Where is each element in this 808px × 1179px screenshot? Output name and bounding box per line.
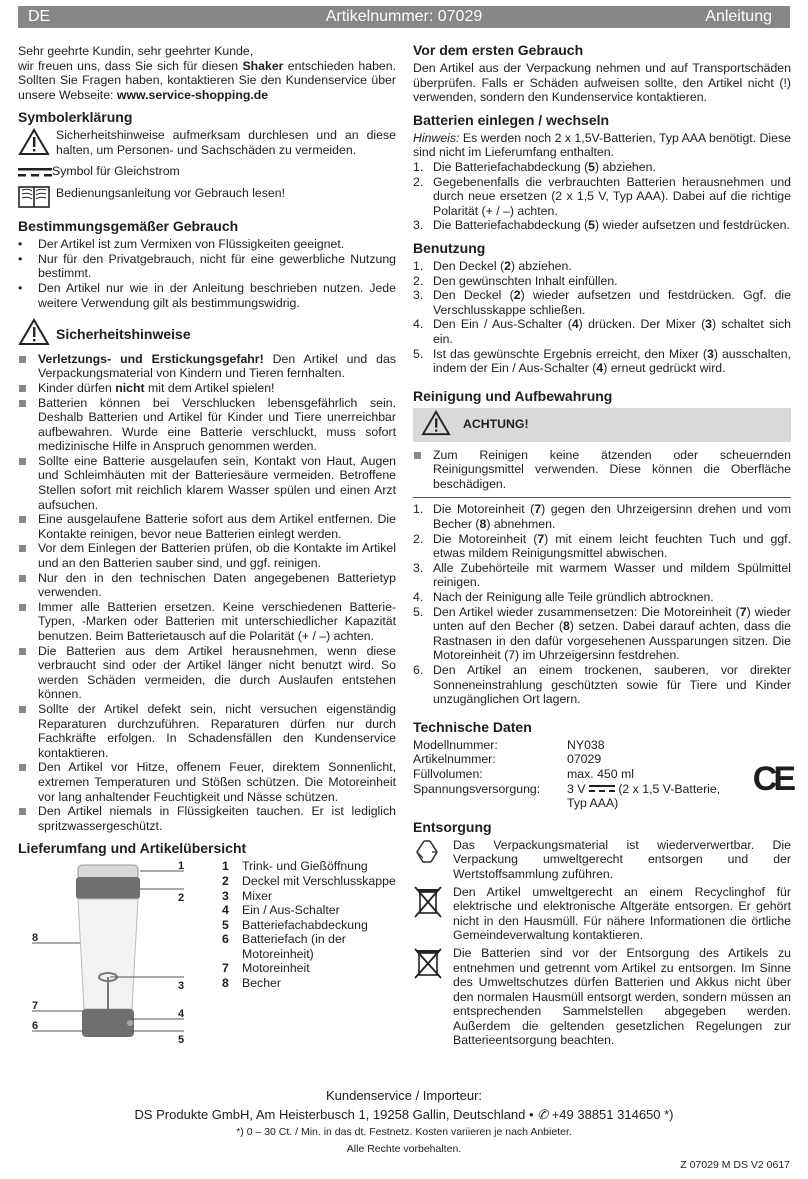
list-item: Eine ausgelaufene Batterie sofort aus dem Artikel entfernen. Die Kontakte reinigen, bevor neue Batterien einlegt werden.: [18, 512, 396, 541]
symbol-warning-text: Sicherheitshinweise aufmerksam durchlesen und an diese halten, um Personen- und Sachschäden zu vermeiden.: [56, 128, 396, 157]
symbol-manual-row: [18, 186, 396, 212]
right-column: [413, 40, 791, 1051]
legend-item: 3 Mixer: [222, 888, 273, 903]
batteries-heading: Batterien einlegen / wechseln: [413, 111, 610, 128]
list-item: 5. Den Artikel wieder zusammensetzen: Die Motoreinheit (7) wieder unten auf den Becher (8) setzen. Dabei darauf achten, dass die Rastnasen in den dafür vorgesehenen Aussparungen sitzen. Die Motoreinheit (7) im Uhrzeigersinn festdrehen.: [413, 604, 792, 663]
legend-item: 1 Trink- und Gießöffnung: [222, 859, 368, 874]
usage-heading: Benutzung: [413, 239, 486, 256]
service-website: www.service-shopping.de: [116, 87, 269, 102]
list-item: Den Artikel niemals in Flüssigkeiten tauchen. Er ist lediglich spritzwassergeschützt.: [18, 804, 396, 833]
crossed-battery-bin-icon: [413, 946, 453, 984]
disposal-batteries: Die Batterien sind vor der Entsorgung des Artikels zu entnehmen und getrennt vom Artikel zu entsorgen. Im Sinne des Umweltschutzes dürfen Batterien und Akkus nicht über den normalen Hausmüll entsorgt werden, sondern müssen an entsprechenden Sammelstellen abgegeben werden. Außerdem die geltenden gesetzlichen Regelungen zur Batterieentsorgung beachten.: [413, 946, 791, 1048]
tech-table: Modellnummer: NY038 Artikelnummer: 07029 Füllvolumen: max. 450 ml Spannungsversorgung: 3 V (2 x 1,5 V-Batterie, Typ AAA): [413, 737, 721, 811]
cleaning-heading: Reinigung und Aufbewahrung: [413, 387, 613, 404]
warning-triangle-icon: [18, 318, 56, 350]
legend-item: 6 Batteriefach (in der Motoreinheit): [222, 932, 346, 961]
warning-triangle-icon: [421, 410, 451, 440]
list-item: Zum Reinigen keine ätzenden oder scheuernden Reinigungsmittel verwenden. Diese können die Oberfläche beschädigen.: [413, 448, 791, 492]
page-header: [18, 6, 790, 28]
symbol-warning-row: [18, 128, 396, 160]
safety-list: [18, 352, 396, 834]
first-use-text: Den Artikel aus der Verpackung nehmen und auf Transportschäden überprüfen. Falls er Schäden aufweisen sollte, den Artikel nicht (!) verwenden, sondern den Kundenservice kontaktieren.: [413, 61, 791, 105]
footer-cost-note: *) 0 – 30 Ct. / Min. in das dt. Festnetz. Kosten variieren je nach Anbieter.: [236, 1126, 572, 1138]
left-column: [18, 44, 396, 1049]
cleaning-steps: [413, 502, 791, 706]
symbol-manual-text: Bedienungsanleitung vor Gebrauch lesen!: [56, 185, 286, 200]
disposal-heading: Entsorgung: [413, 818, 492, 835]
list-item: 3. Den Deckel (2) wieder aufsetzen und festdrücken. Ggf. die Verschlusskappe schließen.: [413, 288, 792, 317]
list-item: 5. Ist das gewünschte Ergebnis erreicht, den Mixer (3) ausschalten, indem der Ein / Aus-Schalter (4) erneut gedrückt wird.: [413, 346, 791, 376]
list-item: 4. Den Ein / Aus-Schalter (4) drücken. Der Mixer (3) schaltet sich ein.: [413, 317, 791, 346]
header-language: DE: [28, 8, 51, 25]
legend-item: 4 Ein / Aus-Schalter: [222, 903, 340, 918]
list-item: • Den Artikel nur wie in der Anleitung beschrieben nutzen. Jede weitere Verwendung gilt als bestimmungswidrig.: [18, 280, 396, 310]
open-book-icon: [18, 186, 56, 212]
disposal-packaging: Das Verpackungsmaterial ist wiederverwertbar. Die Verpackung umweltgerecht entsorgen und der Wertstoffsammlung zuführen.: [413, 838, 791, 882]
callout-8: 8: [32, 932, 39, 945]
callout-1: 1: [178, 860, 185, 873]
tech-heading: Technische Daten: [413, 718, 532, 735]
batteries-steps: [413, 160, 791, 233]
footer-address: DS Produkte GmbH, Am Heisterbusch 1, 19258 Gallin, Deutschland • ✆ +49 38851 314650 *): [134, 1107, 674, 1122]
list-item: 1. Den Deckel (2) abziehen.: [413, 258, 572, 273]
direct-current-icon: [589, 782, 615, 796]
callout-2: 2: [178, 892, 185, 905]
batteries-hint: Hinweis: Es werden noch 2 x 1,5V-Batterien, Typ AAA benötigt. Diese sind nicht im Lieferumfang enthalten.: [413, 130, 791, 160]
list-item: Kinder dürfen nicht mit dem Artikel spielen!: [18, 381, 396, 396]
phone-icon: ✆: [537, 1107, 549, 1122]
list-item: 1. Die Motoreinheit (7) gegen den Uhrzeigersinn drehen und vom Becher (8) abnehmen.: [413, 502, 791, 532]
list-item: 2. Die Motoreinheit (7) mit einem leicht feuchten Tuch und ggf. etwas mildem Reinigungsmittel abwischen.: [413, 531, 791, 561]
symbols-heading: Symbolerklärung: [18, 109, 133, 126]
direct-current-icon: [18, 164, 56, 182]
list-item: Die Batterien aus dem Artikel herausnehmen, wenn diese verbraucht sind oder der Artikel länger nicht benutzt wird. So werden Schäden vermeiden, die durch Auslaufen entstehen können.: [18, 644, 396, 702]
list-item: 2. Gegebenenfalls die verbrauchten Batterien herausnehmen und durch neue ersetzen (2 x 1,5 V, Typ AAA). Dabei auf die richtige Polarität (+ / –) achten.: [413, 174, 791, 218]
callout-5: 5: [178, 1034, 185, 1047]
list-item: Vor dem Einlegen der Batterien prüfen, ob die Kontakte im Artikel und an den Batterien sauber sind, und ggf. reinigen.: [18, 541, 396, 570]
list-item: • Nur für den Privatgebrauch, nicht für eine gewerbliche Nutzung bestimmt.: [18, 251, 396, 281]
list-item: Batterien können bei Verschlucken lebensgefährlich sein. Deshalb Batterien und Artikel für Kinder und Tiere unerreichbar aufbewahren. Wurde eine Batterie verschluckt, muss sofort medizinische Hilfe in Anspruch genommen werden.: [18, 396, 396, 454]
intended-use-heading: Bestimmungsgemäßer Gebrauch: [18, 218, 239, 235]
disposal-device: Den Artikel umweltgerecht an einem Recyclinghof für elektrische und elektronische Altgeräte entsorgen. Er gehört nicht in den Hausmüll. Für nähere Informationen die örtliche Gemeindeverwaltung kontaktieren.: [413, 885, 791, 943]
symbol-dc-text: Symbol für Gleichstrom: [52, 163, 180, 178]
callout-4: 4: [178, 1008, 185, 1021]
crossed-bin-icon: [413, 885, 453, 923]
caution-box: [413, 408, 791, 442]
list-item: Sollte eine Batterie ausgelaufen sein, Kontakt von Haut, Augen und Schleimhäuten mit der Batteriesäure vermeiden. Betroffene Stellen sofort mit reichlich klarem Wasser spülen und einen Arzt aufsuchen.: [18, 454, 396, 512]
callout-6: 6: [32, 1020, 39, 1033]
callout-3: 3: [178, 980, 185, 993]
symbol-dc-row: [18, 164, 396, 182]
list-item: Verletzungs- und Erstickungsgefahr! Den Artikel und das Verpackungsmaterial von Kindern und Tieren fernhalten.: [18, 352, 396, 381]
product-illustration: [18, 859, 208, 1049]
document-code: Z 07029 M DS V2 0617: [680, 1159, 790, 1171]
intro-text: wir freuen uns, dass Sie sich für diesen Shaker entschieden haben. Sollten Sie Fragen haben, kontaktieren Sie den Kundenservice über unsere Webseite: www.service-shopping.de: [18, 58, 396, 102]
list-item: Den Artikel vor Hitze, offenem Feuer, direktem Sonnenlicht, extremen Temperaturen und Stößen schützen. Die Motoreinheit vor lang anhaltender Feuchtigkeit und Nässe schützen.: [18, 760, 396, 804]
list-item: 1. Die Batteriefachabdeckung (5) abziehen.: [413, 159, 656, 174]
list-item: 4. Nach der Reinigung alle Teile gründlich abtrocknen.: [413, 590, 714, 605]
list-item: 6. Den Artikel an einem trockenen, sauberen, vor direkter Sonneneinstrahlung geschützten sowie für Tiere und Kinder unzugänglichen Ort lagern.: [413, 663, 791, 707]
footer-service-label: Kundenservice / Importeur:: [325, 1088, 483, 1103]
list-item: • Der Artikel ist zum Vermixen von Flüssigkeiten geeignet.: [18, 237, 345, 252]
header-document-type: Anleitung: [705, 8, 772, 25]
list-item: 3. Alle Zubehörteile mit warmem Wasser und mildem Spülmittel reinigen.: [413, 560, 791, 590]
cleaning-note: [413, 448, 791, 492]
overview-section: [18, 859, 396, 1049]
list-item: 3. Die Batteriefachabdeckung (5) wieder aufsetzen und festdrücken.: [413, 218, 790, 233]
header-article-number: Artikelnummer: 07029: [325, 8, 483, 25]
safety-heading-row: [18, 318, 396, 350]
legend-item: 5 Batteriefachabdeckung: [222, 917, 368, 932]
safety-heading: Sicherheitshinweise: [56, 325, 191, 342]
divider: [413, 497, 791, 498]
greeting: Sehr geehrte Kundin, sehr geehrter Kunde,: [18, 44, 254, 58]
warning-triangle-icon: [18, 128, 56, 160]
caution-label: ACHTUNG!: [463, 417, 529, 432]
footer-rights: Alle Rechte vorbehalten.: [346, 1143, 462, 1155]
list-item: 2. Den gewünschten Inhalt einfüllen.: [413, 273, 618, 288]
callout-7: 7: [32, 1000, 39, 1013]
overview-legend: [222, 859, 396, 1049]
usage-steps: [413, 259, 791, 376]
intended-use-list: [18, 237, 396, 310]
list-item: Immer alle Batterien ersetzen. Keine verschiedenen Batterie-Typen, -Marken oder Batterien mit unterschiedlicher Kapazität benutzen. Beim Batterietausch auf die Polarität (+ / –) achten.: [18, 600, 396, 644]
recycling-icon: [413, 838, 453, 870]
ce-mark: CE: [752, 760, 792, 798]
legend-item: 2 Deckel mit Verschlusskappe: [222, 873, 396, 888]
legend-item: 7 Motoreinheit: [222, 961, 310, 976]
list-item: Sollte der Artikel defekt sein, nicht versuchen eigenständig Reparaturen durchzuführen. Reparaturen dürfen nur durch Fachkräfte erfolgen. In Schadensfällen den Kundenservice kontaktieren.: [18, 702, 396, 760]
list-item: Nur den in den technischen Daten angegebenen Batterietyp verwenden.: [18, 571, 396, 600]
overview-heading: Lieferumfang und Artikelübersicht: [18, 840, 247, 857]
first-use-heading: Vor dem ersten Gebrauch: [413, 42, 584, 58]
legend-item: 8 Becher: [222, 976, 281, 991]
